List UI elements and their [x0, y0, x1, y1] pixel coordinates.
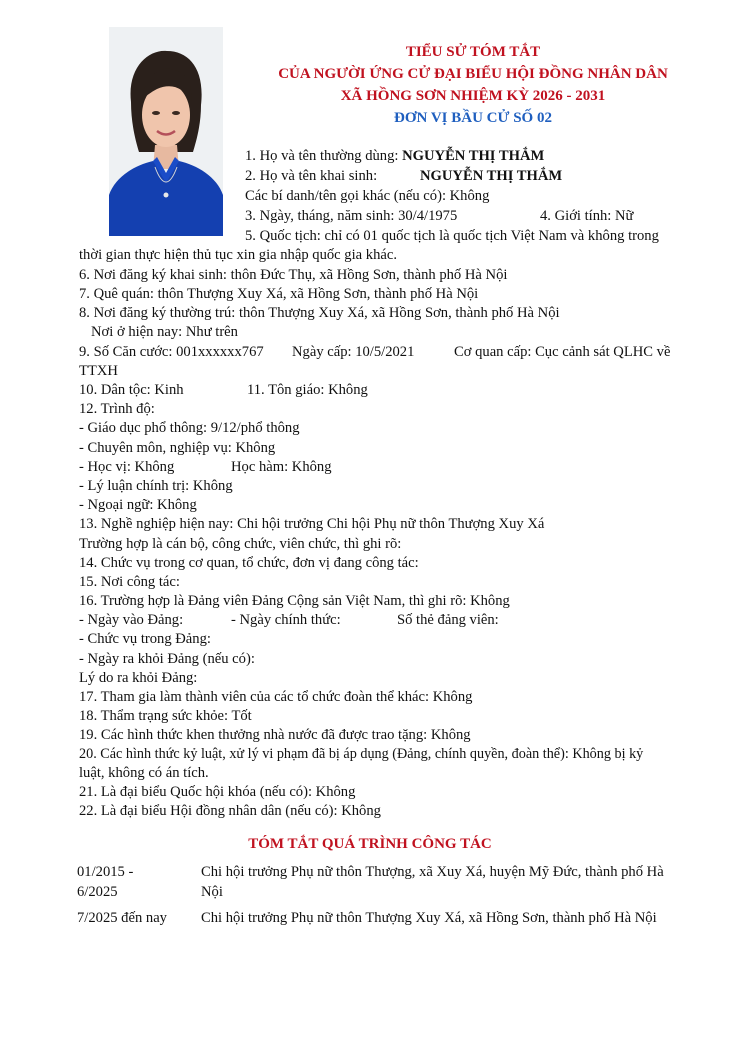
- awards: 19. Các hình thức khen thưởng nhà nước đã được trao tặng: Không: [79, 727, 471, 743]
- period-cell-line2: 6/2025: [77, 884, 118, 900]
- birth-name-value: NGUYỄN THỊ THẮM: [420, 168, 563, 184]
- party-member: 16. Trường hợp là Đảng viên Đảng Cộng sản Việt Nam, thì ghi rõ: Không: [79, 593, 510, 609]
- name-row: [245, 147, 544, 165]
- name-label: 1. Họ và tên thường dùng:: [245, 148, 403, 164]
- organizations: 17. Tham gia làm thành viên của các tổ chức đoàn thể khác: Không: [79, 689, 473, 705]
- period-cell: 01/2015 -: [77, 864, 134, 880]
- profession: - Chuyên môn, nghiệp vụ: Không: [79, 440, 276, 456]
- nationality-line1: 5. Quốc tịch: chỉ có 01 quốc tịch là quốc tịch Việt Nam và không trong: [245, 228, 659, 244]
- peoples-council: 22. Là đại biểu Hội đồng nhân dân (nếu có): Không: [79, 803, 381, 819]
- position: 14. Chức vụ trong cơ quan, tổ chức, đơn vị đang công tác:: [79, 555, 419, 571]
- discipline-line1: 20. Các hình thức kỷ luật, xử lý vi phạm đã bị áp dụng (Đảng, chính quyền, đoàn thể): Không bị kỷ: [79, 746, 644, 762]
- party-leave-reason: Lý do ra khỏi Đảng:: [79, 670, 198, 686]
- workplace: 15. Nơi công tác:: [79, 574, 180, 590]
- degree: - Học vị: Không: [79, 459, 175, 475]
- description-cell: Chi hội trưởng Phụ nữ thôn Thượng Xuy Xá, xã Hồng Sơn, thành phố Hà Nội: [201, 910, 657, 926]
- foreign-language: - Ngoại ngữ: Không: [79, 497, 197, 513]
- candidate-photo: [109, 27, 223, 236]
- id-number: 9. Số Căn cước: 001xxxxxx767: [79, 344, 264, 360]
- general-education: - Giáo dục phổ thông: 9/12/phổ thông: [79, 420, 300, 436]
- hometown: 7. Quê quán: thôn Thượng Xuy Xá, xã Hồng Sơn, thành phố Hà Nội: [79, 286, 479, 302]
- party-join-date: - Ngày vào Đảng:: [79, 612, 184, 628]
- discipline-line2: luật, không có án tích.: [79, 765, 209, 781]
- description-cell: Chi hội trưởng Phụ nữ thôn Thượng, xã Xuy Xá, huyện Mỹ Đức, thành phố Hà: [201, 864, 664, 880]
- id-issuer-line2: TTXH: [79, 363, 118, 379]
- header-title-line4: ĐƠN VỊ BẦU CỬ SỐ 02: [394, 110, 552, 126]
- permanent-residence: 8. Nơi đăng ký thường trú: thôn Thượng Xuy Xá, xã Hồng Sơn, thành phố Hà Nội: [79, 305, 560, 321]
- header-title-line1: TIỂU SỬ TÓM TẮT: [405, 44, 541, 60]
- occupation: 13. Nghề nghiệp hiện nay: Chi hội trưởng Chi hội Phụ nữ thôn Thượng Xuy Xá: [79, 516, 545, 532]
- alias: Các bí danh/tên gọi khác (nếu có): Không: [245, 188, 490, 204]
- nationality-line2: thời gian thực hiện thủ tục xin gia nhập quốc gia khác.: [79, 247, 397, 263]
- national-assembly: 21. Là đại biểu Quốc hội khóa (nếu có): Không: [79, 784, 356, 800]
- academic-title: Học hàm: Không: [231, 459, 332, 475]
- current-residence: Nơi ở hiện nay: Như trên: [91, 324, 238, 340]
- name-value: NGUYỄN THỊ THẮM: [402, 148, 545, 164]
- party-card-number: Số thẻ đảng viên:: [397, 612, 499, 628]
- header-title-line2: CỦA NGƯỜI ỨNG CỬ ĐẠI BIỂU HỘI ĐỒNG NHÂN DÂN: [278, 66, 668, 82]
- id-issue-date: Ngày cấp: 10/5/2021: [292, 344, 415, 360]
- ethnicity: 10. Dân tộc: Kinh: [79, 382, 184, 398]
- party-official-date: - Ngày chính thức:: [231, 612, 341, 628]
- gender: 4. Giới tính: Nữ: [540, 208, 634, 224]
- birth-name-label: 2. Họ và tên khai sinh:: [245, 168, 378, 184]
- education-title: 12. Trình độ:: [79, 401, 155, 417]
- political-theory: - Lý luận chính trị: Không: [79, 478, 233, 494]
- work-history-title: TÓM TẮT QUÁ TRÌNH CÔNG TÁC: [248, 836, 492, 852]
- health: 18. Thẩm trạng sức khỏe: Tốt: [79, 708, 252, 724]
- birth-registration: 6. Nơi đăng ký khai sinh: thôn Đức Thụ, xã Hồng Sơn, thành phố Hà Nội: [79, 267, 508, 283]
- party-position: - Chức vụ trong Đảng:: [79, 631, 211, 647]
- id-issuer: Cơ quan cấp: Cục cảnh sát QLHC về: [454, 344, 671, 360]
- header-title-line3: XÃ HỒNG SƠN NHIỆM KỲ 2026 - 2031: [340, 88, 606, 104]
- religion: 11. Tôn giáo: Không: [247, 382, 368, 398]
- description-cell-line2: Nội: [201, 884, 223, 900]
- period-cell: 7/2025 đến nay: [77, 910, 167, 926]
- civil-servant-note: Trường hợp là cán bộ, công chức, viên chức, thì ghi rõ:: [79, 536, 402, 552]
- date-of-birth: 3. Ngày, tháng, năm sinh: 30/4/1975: [245, 208, 458, 224]
- party-leave-date: - Ngày ra khỏi Đảng (nếu có):: [79, 651, 255, 667]
